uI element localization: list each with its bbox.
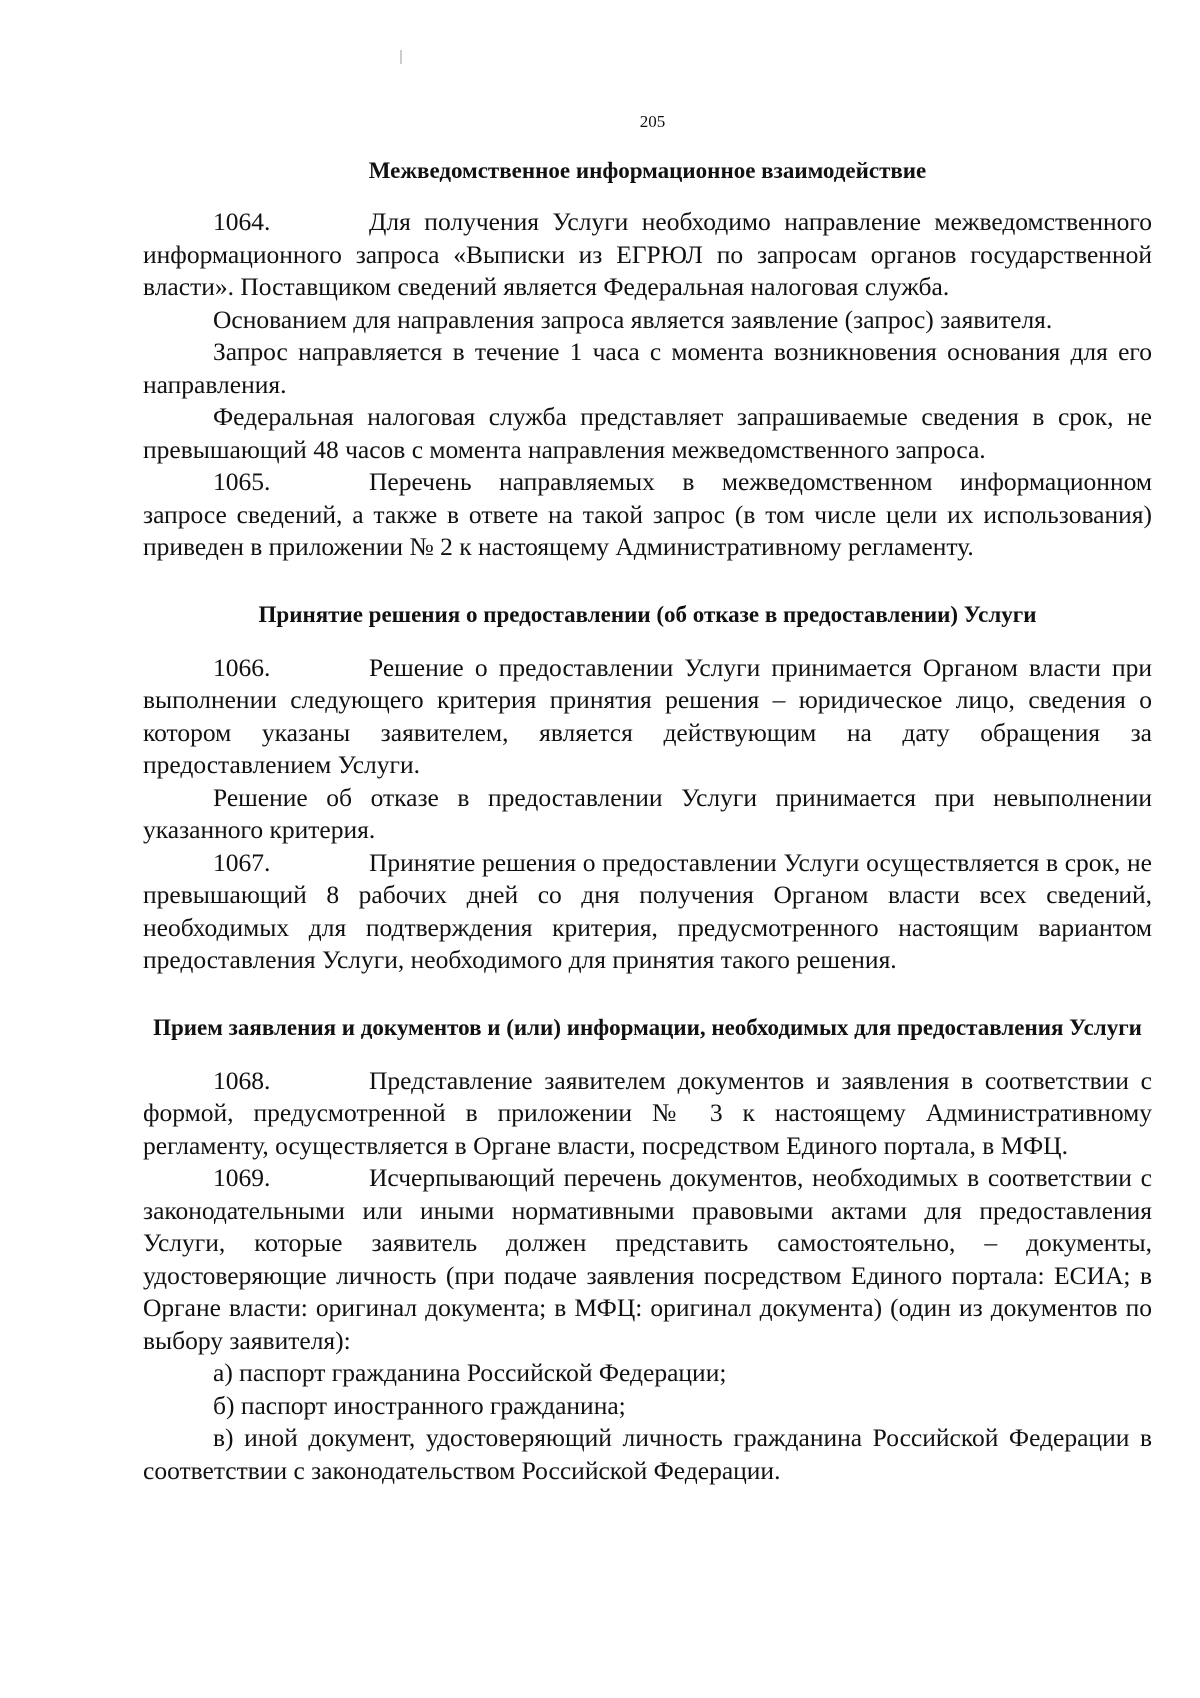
paragraph-1066 [143,652,1152,782]
list-item-c: в) иной документ, удостоверяющий личность гражданина Российской Федерации в соответствии с законодательством Российской Федерации. [143,1423,1152,1485]
paragraph-1067 [143,847,1152,977]
paragraph-text: Исчерпывающий перечень документов, необходимых в соответствии с законодательными или иными нормативными правовыми актами для предоставления Услуги, которые заявитель должен представить самостоятельно, – документы, удостоверяющие личность (при подаче заявления посредством Единого портала: ЕСИА; в Органе власти: оригинал документа; в МФЦ: оригинал документа) (один из документов по выбору заявителя): [143,1163,1152,1355]
paragraph-text: Запрос направляется в течение 1 часа с момента возникновения основания для его направления. [143,337,1152,399]
scan-mark [400,50,402,64]
paragraph-number: 1064. [213,207,271,236]
paragraph-text: Для получения Услуги необходимо направление межведомственного информационного запроса «Выписки из ЕГРЮЛ по запросам органов государственной власти». Поставщиком сведений является Федеральная налоговая служба. [143,207,1152,301]
paragraph-text: Принятие решения о предоставлении Услуги осуществляется в срок, не превышающий 8 рабочих дней со дня получения Органом власти всех сведений, необходимых для подтверждения критерия, предусмотренного настоящим вариантом предоставления Услуги, необходимого для принятия такого решения. [143,847,1152,974]
paragraph-text: Решение об отказе в предоставлении Услуги принимается при невыполнении указанного критерия. [143,782,1152,844]
section-heading-application: Прием заявления и документов и (или) информации, необходимых для предоставления Услуги [153,1014,1142,1040]
paragraph-1069 [143,1162,1152,1357]
paragraph-text: Основанием для направления запроса является заявление (запрос) заявителя. [213,304,1053,334]
paragraph-text: Решение о предоставлении Услуги принимается Органом власти при выполнении следующего критерия принятия решения – юридическое лицо, сведения о котором указаны заявителем, является действующим на дату обращения за предоставлением Услуги. [143,652,1152,779]
paragraph-text: Перечень направляемых в межведомственном информационном запросе сведений, а также в ответе на такой запрос (в том числе цели их использования) приведен в приложении № 2 к настоящему Административному регламенту. [143,467,1152,561]
paragraph-number: 1069. [213,1163,271,1192]
paragraph-1064 [143,206,1152,304]
section-heading-interagency: Межведомственное информационное взаимодействие [368,158,927,183]
paragraph-1068 [143,1065,1152,1163]
paragraph-number: 1068. [213,1065,271,1095]
paragraph-number: 1066. [213,652,271,682]
page-number: 205 [639,112,666,131]
list-item-b: б) паспорт иностранного гражданина; [213,1390,626,1420]
paragraph-number: 1065. [213,467,271,496]
paragraph-number: 1067. [213,847,271,877]
paragraph-1065 [143,466,1152,564]
paragraph-text: Представление заявителем документов и заявления в соответствии с формой, предусмотренной в приложении № 3 к настоящему Административному регламенту, осуществляется в Органе власти, посредством Единого портала, в МФЦ. [143,1065,1152,1160]
section-heading-decision: Принятие решения о предоставлении (об отказе в предоставлении) Услуги [258,601,1037,627]
paragraph-text: Федеральная налоговая служба представляет запрашиваемые сведения в срок, не превышающий 48 часов с момента направления межведомственного запроса. [143,402,1152,464]
list-item-a: а) паспорт гражданина Российской Федерации; [213,1358,727,1387]
